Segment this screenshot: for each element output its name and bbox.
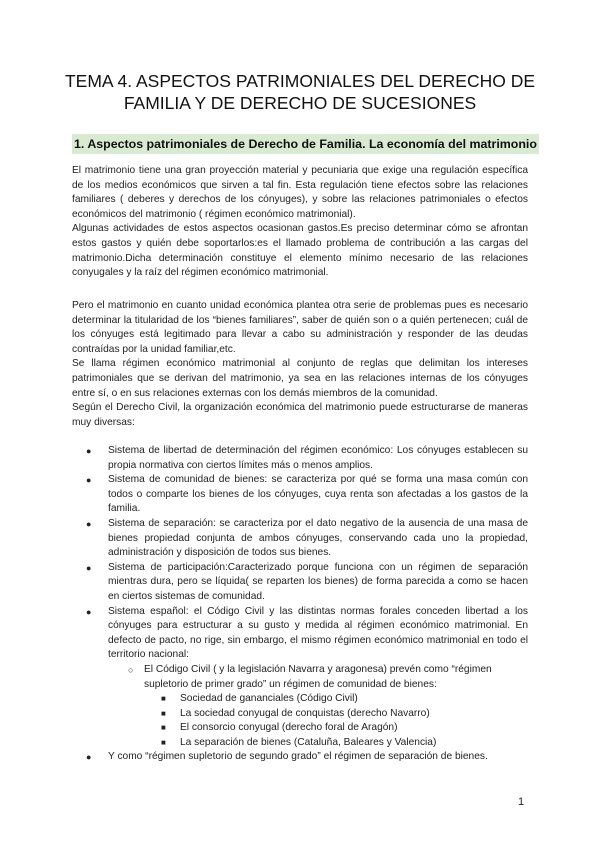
square-bullet-marker: ■ bbox=[161, 723, 166, 733]
list-item bbox=[72, 605, 528, 663]
sub-list-item bbox=[72, 663, 528, 692]
paragraph: Pero el matrimonio en cuanto unidad económica plantea otra serie de problemas pues es necesario determinar la titularidad de los “bienes familiares”, saber de quién son o a quién pertenecen; cuál de los cónyuges está legitimado para llevar a cabo su administración y responder de las deudas contraídas por la unidad familiar,etc. bbox=[72, 300, 528, 355]
list-item-text: El consorcio conyugal (derecho foral de Aragón) bbox=[180, 722, 398, 734]
bullet-marker: ● bbox=[86, 752, 92, 763]
bullet-marker: ● bbox=[86, 475, 92, 486]
square-bullet-marker: ■ bbox=[161, 694, 166, 704]
list-item-text: Sistema de libertad de determinación del régimen económico: Los cónyuges establecen su propia normativa con ciertos límites más o menos amplios. bbox=[108, 445, 528, 471]
page-number: 1 bbox=[518, 796, 525, 808]
sub-bullet-marker: ○ bbox=[128, 664, 134, 675]
list-item bbox=[72, 750, 528, 765]
second-block bbox=[72, 299, 528, 430]
section-heading: 1. Aspectos patrimoniales de Derecho de Familia. La economía del matrimonio bbox=[72, 134, 539, 154]
list-item-text: El Código Civil ( y la legislación Navarra y aragonesa) prevén como “régimen supletorio de primer grado” un régimen de comunidad de bienes: bbox=[144, 663, 492, 690]
bullet-marker: ● bbox=[86, 562, 92, 573]
list-item-text: Y como “régimen supletorio de segundo grado” el régimen de separación de bienes. bbox=[108, 751, 488, 763]
bullet-marker: ● bbox=[86, 606, 92, 617]
paragraph: Se llama régimen económico matrimonial al conjunto de reglas que delimitan los intereses patrimoniales que se derivan del matrimonio, ya sea en las relaciones internas de los cónyuges entre sí, o en sus relaciones externas con los demás miembros de la comunidad. bbox=[72, 358, 528, 399]
list-item-text: Sistema de separación: se caracteriza por el dato negativo de la ausencia de una masa de bienes propiedad conjunta de ambos cónyuges, conservando cada uno la propiedad, administración y disposición de todos sus bienes. bbox=[108, 517, 528, 559]
square-bullet-marker: ■ bbox=[161, 708, 166, 718]
bullet-list bbox=[72, 444, 528, 765]
sub-sub-list-item bbox=[72, 692, 528, 707]
list-item-text: Sociedad de gananciales (Código Civil) bbox=[180, 693, 358, 705]
paragraph: Según el Derecho Civil, la organización económica del matrimonio puede estructurarse de maneras muy diversas: bbox=[72, 402, 528, 428]
list-item bbox=[72, 561, 528, 605]
list-item-text: La sociedad conyugal de conquistas (derecho Navarro) bbox=[180, 707, 430, 719]
bullet-marker: ● bbox=[86, 518, 92, 529]
list-item bbox=[72, 473, 528, 517]
sub-sub-list-item bbox=[72, 721, 528, 736]
sub-sub-list-item bbox=[72, 736, 528, 751]
bullet-marker: ● bbox=[86, 446, 92, 456]
sub-sub-list-item bbox=[72, 707, 528, 722]
list-item-text: Sistema español: el Código Civil y las distintas normas forales conceden libertad a los cónyuges para estructurar a su gusto y medida al régimen económico matrimonial. En defecto de pacto, no rige, sin embargo, el mismo régimen económico matrimonial en todo el territorio nacional: bbox=[108, 605, 528, 661]
list-item-text: Sistema de participación:Caracterizado porque funciona con un régimen de separación mientras dura, pero se líquida( se reparten los bienes) de forma parecida a como se hacen en ciertos sistemas de comunidad. bbox=[108, 561, 528, 602]
paragraph: Algunas actividades de estos aspectos ocasionan gastos.Es preciso determinar cómo se afrontan estos gastos y quién debe soportarlos:es el llamado problema de contribución a las cargas del matrimonio.Dicha determinación constituye el elemento mínimo necesario de las relaciones conyugales y la raíz del régimen económico matrimonial. bbox=[72, 223, 528, 279]
list-item-text: La separación de bienes (Cataluña, Baleares y Valencia) bbox=[180, 736, 437, 748]
square-bullet-marker: ■ bbox=[161, 737, 166, 747]
paragraph: El matrimonio tiene una gran proyección material y pecuniaria que exige una regulación específica de los medios económicos que sirven a tal fin. Esta regulación tiene efectos sobre las relaciones familiares ( deberes y derechos de los cónyuges), y sobre las relaciones patrimoniales o efectos económicos del matrimonio ( régimen económico matrimonial). bbox=[72, 165, 528, 220]
list-item bbox=[72, 444, 528, 473]
list-item-text: Sistema de comunidad de bienes: se caracteriza por qué se forma una masa común con todos o comparte los bienes de los cónyuges, cuya renta son afectadas a los gastos de la familia. bbox=[108, 474, 528, 515]
list-item bbox=[72, 517, 528, 561]
page-title: TEMA 4. ASPECTOS PATRIMONIALES DEL DERECHO DE FAMILIA Y DE DERECHO DE SUCESIONES bbox=[64, 71, 536, 113]
intro-block bbox=[72, 164, 528, 281]
